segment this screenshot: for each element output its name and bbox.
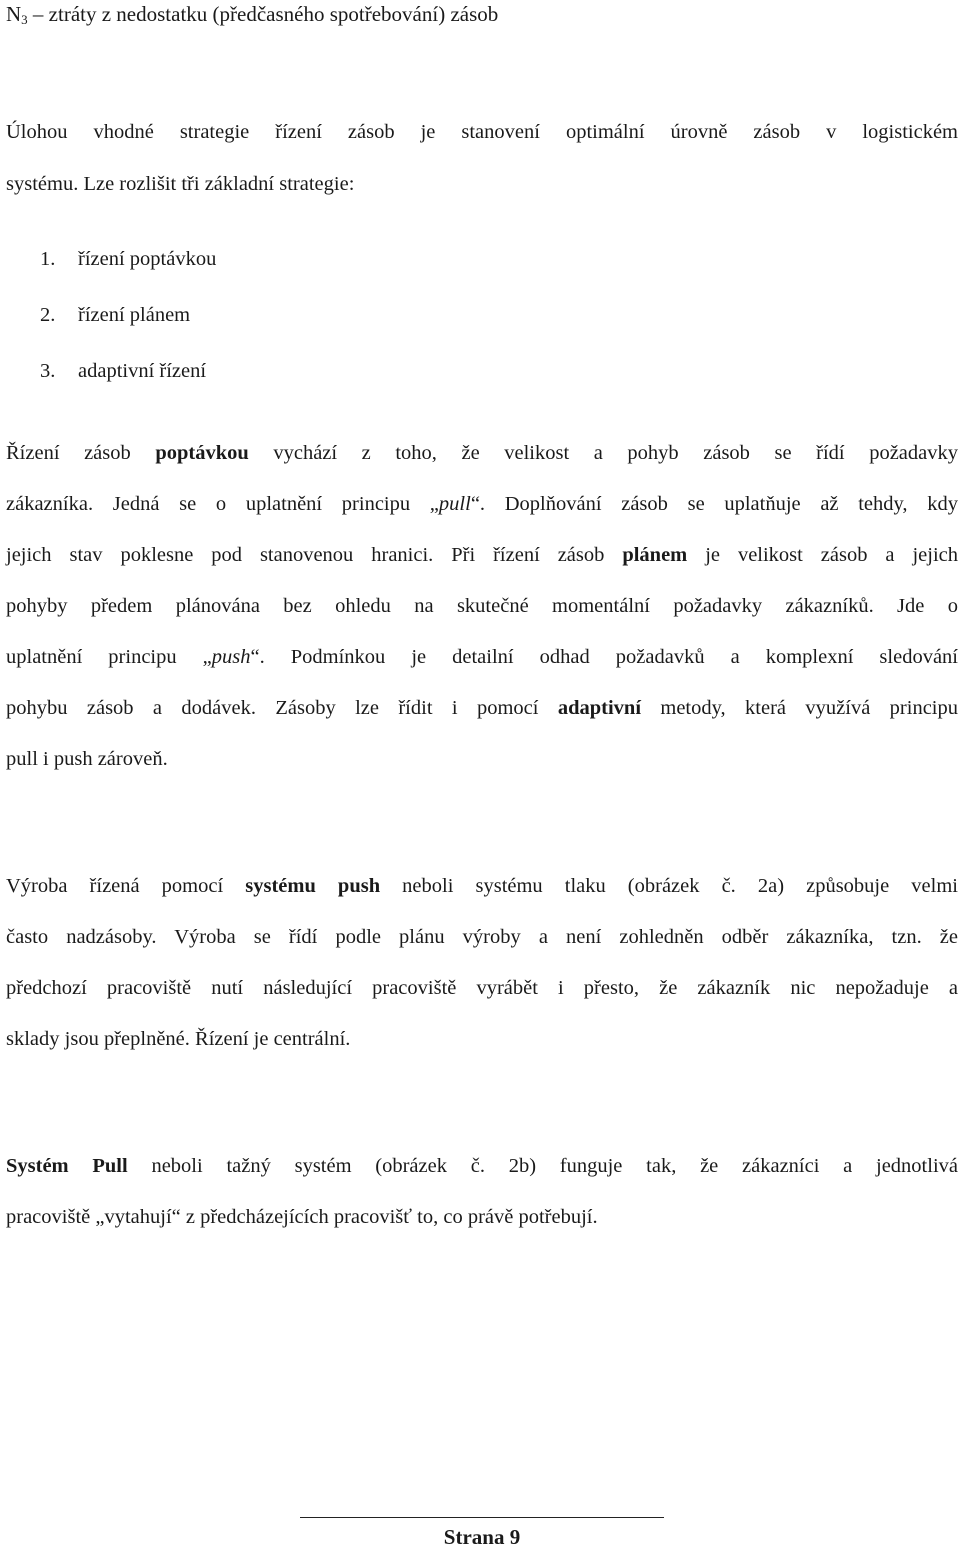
heading-text: – ztráty z nedostatku (předčasného spotřebování) zásob — [27, 2, 499, 26]
heading-symbol: N — [6, 2, 22, 26]
term-poptavkou: poptávkou — [155, 442, 249, 464]
term-system-pull: Systém Pull — [6, 1155, 128, 1177]
intro-line-2: systému. Lze rozlišit tři základní strategie: — [6, 173, 355, 195]
para2-line-3: předchozí pracoviště nutí následující pracoviště vyrábět i přesto, že zákazník nic nepožaduje a — [6, 977, 958, 999]
para3-line-2: pracoviště „vytahují“ z předcházejících pracovišť to, co právě potřebují. — [6, 1206, 598, 1228]
para1-line-4: pohyby předem plánována bez ohledu na skutečné momentální požadavky zákazníků. Jde o — [6, 595, 958, 617]
list-item — [40, 361, 206, 382]
para1-line-6: pohybu zásob a dodávek. Zásoby lze řídit i pomocí adaptivní metody, která využívá principu — [6, 697, 958, 719]
list-text: řízení plánem — [78, 304, 191, 326]
para1-line-3: jejich stav poklesne pod stanovenou hranici. Při řízení zásob plánem je velikost zásob a jejich — [6, 544, 958, 566]
term-adaptivni: adaptivní — [557, 697, 642, 719]
term-pull: pull — [438, 493, 471, 515]
list-text: adaptivní řízení — [78, 360, 207, 382]
list-number: 2. — [40, 304, 56, 326]
intro-line-1: Úlohou vhodné strategie řízení zásob je stanovení optimální úrovně zásob v logistickém — [6, 121, 958, 143]
list-item — [40, 305, 190, 326]
list-number: 1. — [40, 248, 56, 270]
page-number: Strana 9 — [443, 1525, 521, 1549]
para2-line-4: sklady jsou přeplněné. Řízení je centrální. — [6, 1028, 351, 1050]
para1-line-5: uplatnění principu „push“. Podmínkou je detailní odhad požadavků a komplexní sledování — [6, 646, 958, 668]
heading-subscript: 3 — [21, 12, 28, 27]
para1-line-2: zákazníka. Jedná se o uplatnění principu „pull“. Doplňování zásob se uplatňuje až tehdy, kdy — [6, 493, 958, 515]
para3-line-1: Systém Pull neboli tažný systém (obrázek č. 2b) funguje tak, že zákazníci a jednotlivá — [6, 1155, 958, 1177]
para2-line-1: Výroba řízená pomocí systému push neboli systému tlaku (obrázek č. 2a) způsobuje velmi — [6, 875, 958, 897]
term-system-push: systému push — [245, 875, 381, 897]
list-text: řízení poptávkou — [78, 248, 217, 270]
list-number: 3. — [40, 360, 56, 382]
list-item — [40, 249, 216, 270]
section-heading — [6, 4, 498, 26]
para2-line-2: často nadzásoby. Výroba se řídí podle plánu výroby a není zohledněn odběr zákazníka, tzn. že — [6, 926, 958, 948]
para1-line-7: pull i push zároveň. — [6, 748, 168, 770]
term-push: push — [211, 646, 251, 668]
term-planem: plánem — [622, 544, 688, 566]
para1-line-1: Řízení zásob poptávkou vychází z toho, že velikost a pohyb zásob se řídí požadavky — [6, 442, 958, 464]
footer-divider — [300, 1517, 664, 1518]
